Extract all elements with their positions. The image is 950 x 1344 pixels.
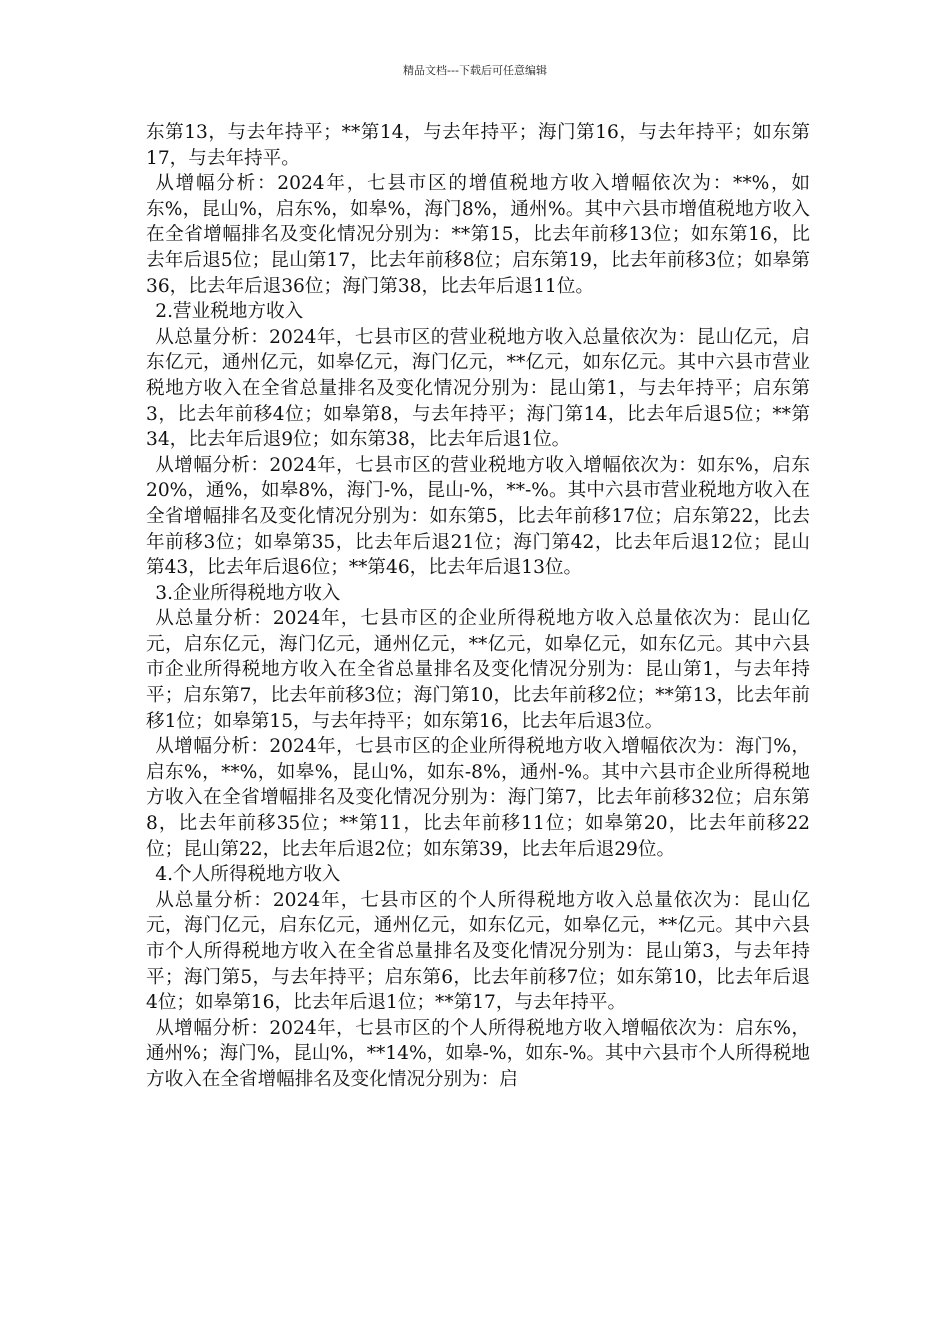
section-heading-business-tax: 2.营业税地方收入: [155, 301, 304, 323]
paragraph-corporate-tax-growth: 从增幅分析：2024年，七县市区的企业所得税地方收入增幅依次为：海门%，启东%，**%，如皋%，昆山%，如东-8%，通州-%。其中六县市企业所得税地方收入在全省增幅排名及变化情况分别为：海门第7，比去年前移32位；启东第8，比去年前移35位；**第11，比去年前移11位；如皋第20，比去年前移22位；昆山第22，比去年后退2位；如东第39，比去年后退29位。: [146, 736, 810, 860]
section-heading-corporate-tax: 3.企业所得税地方收入: [155, 582, 341, 604]
page-header: 精品文档---下载后可任意编辑: [403, 64, 547, 77]
paragraph-personal-tax-total: 从总量分析：2024年，七县市区的个人所得税地方收入总量依次为：昆山亿元，海门亿元，启东亿元，通州亿元，如东亿元，如皋亿元，**亿元。其中六县市个人所得税地方收入在全省总量排名及变化情况分别为：昆山第3，与去年持平；海门第5，与去年持平；启东第6，比去年前移7位；如东第10，比去年后退4位；如皋第16，比去年后退1位；**第17，与去年持平。: [146, 889, 810, 1014]
paragraph-business-tax-growth: 从增幅分析：2024年，七县市区的营业税地方收入增幅依次为：如东%，启东20%，通%，如皋8%，海门-%，昆山-%，**-%。其中六县市营业税地方收入在全省增幅排名及变化情况分别为：如东第5，比去年前移17位；启东第22，比去年前移3位；如皋第35，比去年后退21位；海门第42，比去年后退12位；昆山第43，比去年后退6位；**第46，比去年后退13位。: [146, 454, 810, 579]
paragraph-vat-growth: 从增幅分析：2024年，七县市区的增值税地方收入增幅依次为：**%，如东%，昆山%，启东%，如皋%，海门8%，通州%。其中六县市增值税地方收入在全省增幅排名及变化情况分别为：**第15，比去年前移13位；如东第16，比去年后退5位；昆山第17，比去年前移8位；启东第19，比去年前移3位；如皋第36，比去年后退36位；海门第38，比去年后退11位。: [146, 173, 810, 297]
paragraph-personal-tax-growth: 从增幅分析：2024年，七县市区的个人所得税地方收入增幅依次为：启东%，通州%；海门%，昆山%，**14%，如皋-%，如东-%。其中六县市个人所得税地方收入在全省增幅排名及变化情况分别为：启: [146, 1017, 810, 1090]
paragraph-continuation: 东第13，与去年持平；**第14，与去年持平；海门第16，与去年持平；如东第17，与去年持平。: [146, 122, 810, 169]
paragraph-business-tax-total: 从总量分析：2024年，七县市区的营业税地方收入总量依次为：昆山亿元，启东亿元，通州亿元，如皋亿元，海门亿元，**亿元，如东亿元。其中六县市营业税地方收入在全省总量排名及变化情况分别为：昆山第1，与去年持平；启东第3，比去年前移4位；如皋第8，与去年持平；海门第14，比去年后退5位；**第34，比去年后退9位；如东第38，比去年后退1位。: [146, 326, 810, 451]
section-heading-personal-tax: 4.个人所得税地方收入: [155, 864, 341, 886]
paragraph-corporate-tax-total: 从总量分析：2024年，七县市区的企业所得税地方收入总量依次为：昆山亿元，启东亿元，海门亿元，通州亿元，**亿元，如皋亿元，如东亿元。其中六县市企业所得税地方收入在全省总量排名及变化情况分别为：昆山第1，与去年持平；启东第7，比去年前移3位；海门第10，比去年前移2位；**第13，比去年前移1位；如皋第15，与去年持平；如东第16，比去年后退3位。: [146, 608, 810, 732]
document-body: [146, 120, 810, 1093]
